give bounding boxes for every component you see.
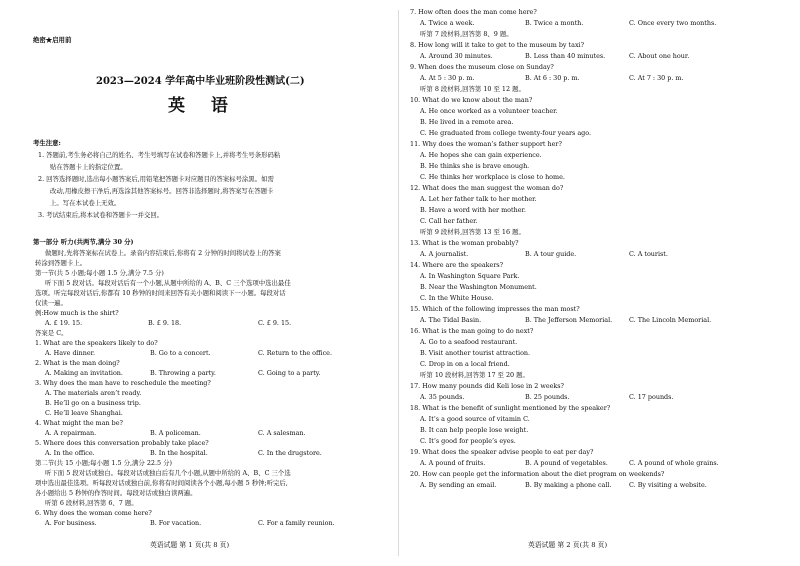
question: 2. What is the man doing?: [35, 359, 120, 367]
option: A. Have dinner.: [45, 349, 96, 357]
question: 20. How can people get the information about the diet program on weekends?: [410, 470, 665, 478]
question: 11. Why does the woman’s father support her?: [410, 140, 562, 148]
question: 16. What is the man going to do next?: [410, 327, 534, 335]
section2-title: 第二节(共 15 小题;每小题 1.5 分,满分 22.5 分): [35, 459, 172, 467]
option: B. Visit another tourist attraction.: [420, 349, 531, 357]
right-page: [408, 0, 800, 566]
question: 17. How many pounds did Keli lose in 2 weeks?: [410, 382, 564, 390]
option: B. For vacation.: [150, 519, 202, 527]
question: 3. Why does the man have to reschedule the meeting?: [35, 379, 211, 387]
option: A. By sending an email.: [420, 481, 497, 489]
question: 13. What is the woman probably?: [410, 239, 519, 247]
question: 19. What does the speaker advise people to eat per day?: [410, 448, 594, 456]
option: C. He’ll leave Shanghai.: [45, 409, 123, 417]
exam-title: 2023—2024 学年高中毕业班阶段性测试(二): [96, 76, 305, 87]
question: 18. What is the benefit of sunlight mentioned by the speaker?: [410, 404, 611, 412]
option: C. About one hour.: [629, 52, 690, 60]
option: B. Throwing a party.: [150, 369, 216, 377]
notice-line: 1. 答题前,考生务必将自己的姓名、考生号填写在试卷和答题卡上,并将考生号条形码粘: [38, 151, 281, 159]
option: C. He graduated from college twenty-four years ago.: [420, 129, 592, 137]
option: A. It’s a good source of vitamin C.: [420, 415, 530, 423]
option: C. Going to a party.: [258, 369, 321, 377]
option: C. In the White House.: [420, 294, 494, 302]
question: 1. What are the speakers likely to do?: [35, 339, 158, 347]
option: C. A tourist.: [629, 250, 668, 258]
option: A. For business.: [45, 519, 97, 527]
material-note: 听第 6 段材料,回答第 6、7 题。: [45, 499, 138, 507]
example-answer: 答案是 C。: [35, 329, 68, 337]
part1-title: 第一部分 听力(共两节,满分 30 分): [33, 238, 134, 246]
option: B. At 6 : 30 p. m.: [525, 74, 580, 82]
option: A. He once worked as a volunteer teacher.: [420, 107, 558, 115]
option: A. In the office.: [45, 449, 95, 457]
page-divider: [398, 10, 399, 556]
option: A. In Washington Square Park.: [420, 272, 520, 280]
part1-instruction: 转涂到答题卡上。: [35, 259, 87, 267]
option: A. 35 pounds.: [420, 393, 465, 401]
option: B. A pound of vegetables.: [525, 459, 608, 467]
notice-line: 上。写在本试卷上无效。: [50, 199, 121, 207]
section2-instruction: 各小题给出 5 秒钟的作答时间。每段对话或独白读两遍。: [35, 489, 197, 497]
question: 6. Why does the woman come here?: [35, 509, 152, 517]
option: B. It can help people lose weight.: [420, 426, 529, 434]
example-question: 例:How much is the shirt?: [35, 309, 119, 317]
question: 5. Where does this conversation probably take place?: [35, 439, 209, 447]
option: A. The Tidal Basin.: [420, 316, 482, 324]
section1-instruction: 选项。听完每段对话后,你都有 10 秒钟的时间来回答有关小题和阅读下一小题。每段对话: [35, 289, 286, 297]
option: C. Once every two months.: [629, 19, 717, 27]
option: B. By making a phone call.: [525, 481, 612, 489]
option: C. Call her father.: [420, 217, 478, 225]
option: A. Let her father talk to her mother.: [420, 195, 537, 203]
option: A. At 5 : 30 p. m.: [420, 74, 475, 82]
question: 7. How often does the man come here?: [410, 8, 537, 16]
question: 15. Which of the following impresses the man most?: [410, 305, 580, 313]
section1-title: 第一节(共 5 小题;每小题 1.5 分,满分 7.5 分): [35, 269, 164, 277]
option: A. He hopes she can gain experience.: [420, 151, 542, 159]
option: B. A policeman.: [150, 429, 201, 437]
notice-title: 考生注意:: [33, 139, 61, 147]
notice-line: 改动,用橡皮擦干净后,再选涂其他答案标号。回答非选择题时,将答案写在答题卡: [50, 187, 274, 195]
option: A. Go to a seafood restaurant.: [420, 338, 518, 346]
option: B. Have a word with her mother.: [420, 206, 526, 214]
option: C. 17 pounds.: [629, 393, 674, 401]
option: C. The Lincoln Memorial.: [629, 316, 712, 324]
option: B. Go to a concert.: [150, 349, 211, 357]
notice-line: 贴在答题卡上的指定位置。: [50, 163, 127, 171]
option: B. He’ll go on a business trip.: [45, 399, 141, 407]
option: C. A salesman.: [258, 429, 306, 437]
option: B. The Jefferson Memorial.: [525, 316, 613, 324]
material-note: 听第 10 段材料,回答第 17 至 20 题。: [420, 371, 529, 379]
page-footer: 英语试题 第 2 页(共 8 页): [528, 541, 608, 549]
question: 8. How long will it take to get to the museum by taxi?: [410, 41, 585, 49]
option: C. Drop in on a local friend.: [420, 360, 510, 368]
part1-instruction: 做题时,先将答案标在试卷上。录音内容结束后,你将有 2 分钟的时间将试卷上的答案: [45, 249, 281, 257]
option: B. A tour guide.: [525, 250, 577, 258]
option: A. A journalist.: [420, 250, 469, 258]
option: A. A pound of fruits.: [420, 459, 486, 467]
option: C. A pound of whole grains.: [629, 459, 719, 467]
option: B. In the hospital.: [150, 449, 208, 457]
option: C. For a family reunion.: [258, 519, 335, 527]
option: B. £ 9. 18.: [148, 319, 182, 327]
option: C. He thinks her workplace is close to home.: [420, 173, 565, 181]
option: C. £ 9. 15.: [258, 319, 292, 327]
material-note: 听第 7 段材料,回答第 8、9 题。: [420, 30, 513, 38]
option: C. At 7 : 30 p. m.: [629, 74, 684, 82]
subject-title: 英 语: [168, 96, 238, 116]
section1-instruction: 听下面 5 段对话。每段对话后有一个小题,从题中所给的 A、B、C 三个选项中选出最佳: [45, 279, 291, 287]
option: B. Near the Washington Monument.: [420, 283, 537, 291]
secret-label: 绝密★启用前: [33, 36, 72, 44]
question: 4. What might the man be?: [35, 419, 123, 427]
option: C. In the drugstore.: [258, 449, 322, 457]
option: A. A repairman.: [45, 429, 97, 437]
notice-line: 3. 考试结束后,将本试卷和答题卡一并交回。: [38, 211, 164, 219]
option: A. Making an invitation.: [45, 369, 123, 377]
option: B. Less than 40 minutes.: [525, 52, 606, 60]
option: A. Around 30 minutes.: [420, 52, 493, 60]
notice-line: 2. 回答选择题时,选出每小题答案后,用铅笔把答题卡对应题目的答案标号涂黑。如需: [38, 175, 274, 183]
question: 10. What do we know about the man?: [410, 96, 533, 104]
question: 9. When does the museum close on Sunday?: [410, 63, 554, 71]
option: A. £ 19. 15.: [45, 319, 83, 327]
material-note: 听第 9 段材料,回答第 13 至 16 题。: [420, 228, 525, 236]
option: A. Twice a week.: [420, 19, 475, 27]
option: B. He lived in a remote area.: [420, 118, 514, 126]
section2-instruction: 项中选出最佳选项。听每段对话或独白前,你将有时间阅读各个小题,每小题 5 秒钟;听完后,: [35, 479, 288, 487]
question: 14. Where are the speakers?: [410, 261, 504, 269]
page-footer: 英语试题 第 1 页(共 8 页): [150, 541, 230, 549]
option: C. Return to the office.: [258, 349, 332, 357]
question: 12. What does the man suggest the woman do?: [410, 184, 564, 192]
section2-instruction: 听下面 5 段对话或独白。每段对话或独白后有几个小题,从题中所给的 A、B、C 三个选: [45, 469, 291, 477]
option: C. By visiting a website.: [629, 481, 707, 489]
option: B. Twice a month.: [525, 19, 584, 27]
option: B. He thinks she is brave enough.: [420, 162, 530, 170]
option: B. 25 pounds.: [525, 393, 570, 401]
section1-instruction: 仅读一遍。: [35, 299, 67, 307]
material-note: 听第 8 段材料,回答第 10 至 12 题。: [420, 85, 525, 93]
option: A. The materials aren’t ready.: [45, 389, 142, 397]
left-page: [0, 0, 392, 566]
option: C. It’s good for people’s eyes.: [420, 437, 516, 445]
